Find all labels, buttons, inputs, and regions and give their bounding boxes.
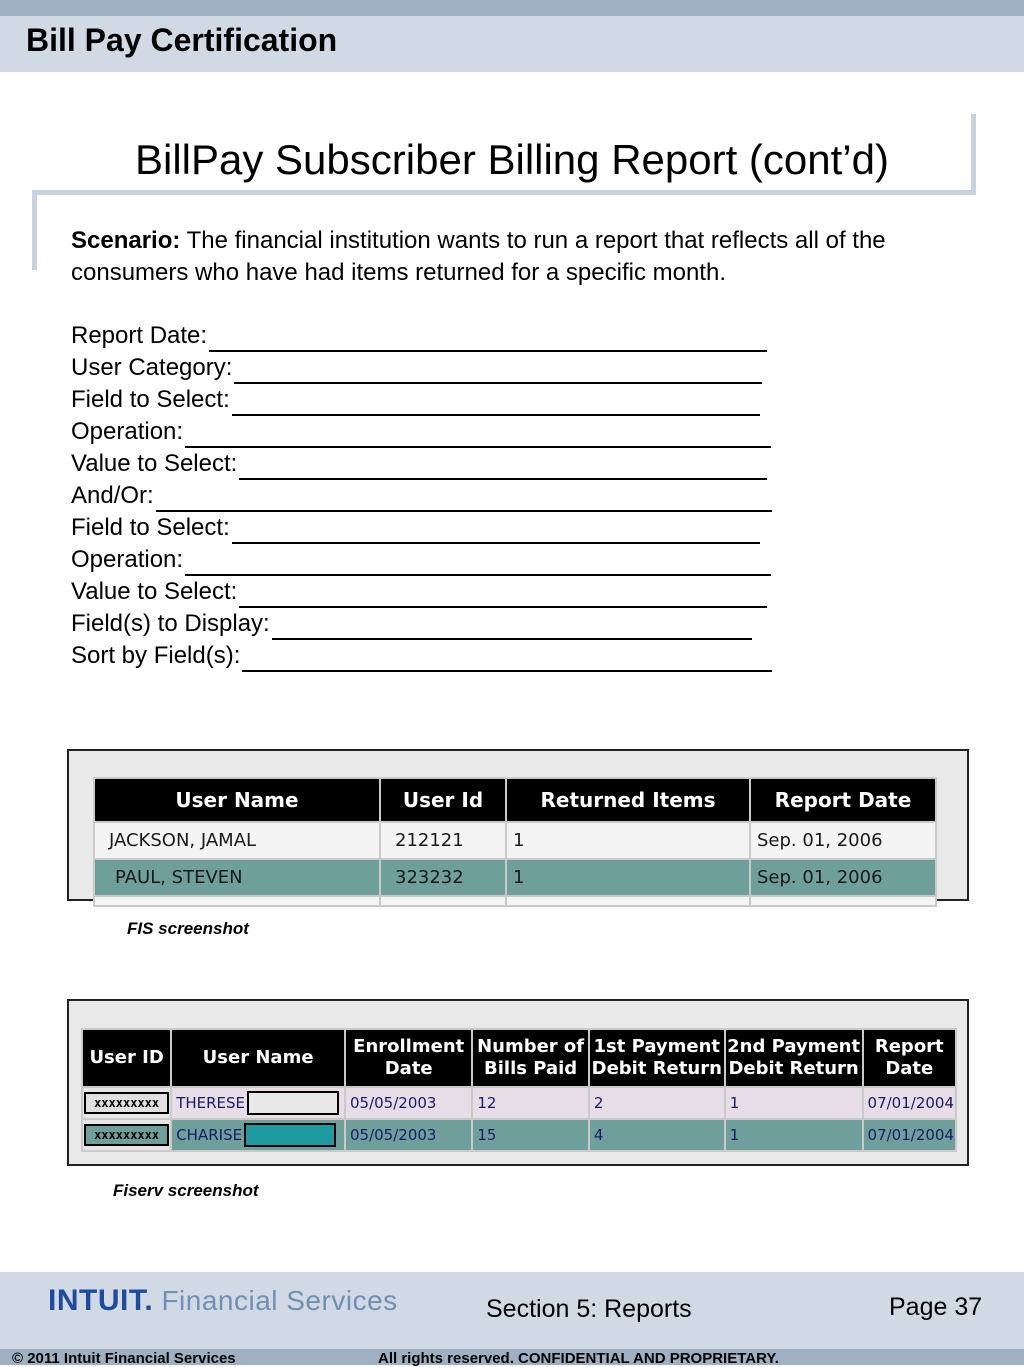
user-name-text: THERESE <box>176 1094 246 1112</box>
table-row <box>82 1119 956 1151</box>
user-id-cell: 212121 <box>380 822 506 859</box>
fiserv-screenshot <box>67 999 969 1166</box>
enrollment-date-cell: 05/05/2003 <box>345 1087 472 1119</box>
name-redaction-box <box>244 1123 336 1147</box>
user-name-cell <box>171 1087 345 1119</box>
bills-paid-cell: 15 <box>472 1119 588 1151</box>
blank-line <box>239 452 767 480</box>
form-label: Value to Select: <box>71 450 238 477</box>
report-date-cell: Sep. 01, 2006 <box>750 822 936 859</box>
user-id-cell <box>82 1119 171 1151</box>
returned-items-cell: 1 <box>506 859 750 896</box>
scenario-paragraph <box>71 225 931 289</box>
masked-user-id: xxxxxxxxx <box>84 1124 169 1146</box>
table-row <box>82 1087 956 1119</box>
table-row-partial <box>94 896 936 906</box>
first-debit-return-cell: 4 <box>589 1119 725 1151</box>
user-name-cell <box>171 1119 345 1151</box>
report-date-cell: Sep. 01, 2006 <box>750 859 936 896</box>
table-header-row <box>82 1029 956 1087</box>
blank-line <box>209 324 767 352</box>
blank-line <box>232 388 760 416</box>
report-form <box>71 320 772 672</box>
form-label: Value to Select: <box>71 578 238 605</box>
form-label: Field(s) to Display: <box>71 610 270 637</box>
copyright-text: © 2011 Intuit Financial Services <box>12 1350 236 1367</box>
column-header: Report Date <box>863 1029 956 1087</box>
header-title: Bill Pay Certification <box>26 22 338 58</box>
form-row <box>71 480 772 512</box>
returned-items-cell: 1 <box>506 822 750 859</box>
form-row <box>71 576 772 608</box>
intuit-logo <box>48 1284 398 1318</box>
fis-caption: FIS screenshot <box>127 919 249 938</box>
form-row <box>71 416 772 448</box>
rights-text: All rights reserved. CONFIDENTIAL AND PROPRIETARY. <box>378 1350 779 1367</box>
scenario-label: Scenario: <box>71 227 181 254</box>
logo-suffix: Financial Services <box>153 1285 398 1316</box>
first-debit-return-cell: 2 <box>589 1087 725 1119</box>
form-label: Sort by Field(s): <box>71 642 241 669</box>
table-row <box>94 859 936 896</box>
form-label: Field to Select: <box>71 386 230 413</box>
second-debit-return-cell: 1 <box>725 1087 863 1119</box>
column-header: User ID <box>82 1029 171 1087</box>
blank-line <box>232 516 760 544</box>
blank-line <box>185 548 771 576</box>
form-row <box>71 608 772 640</box>
column-header: 2nd Payment Debit Return <box>725 1029 863 1087</box>
form-label: Field to Select: <box>71 514 230 541</box>
name-redaction-box <box>247 1091 339 1115</box>
column-header: User Name <box>94 778 380 822</box>
slide-title: BillPay Subscriber Billing Report (cont’d) <box>135 136 889 183</box>
form-label: Operation: <box>71 418 184 445</box>
column-header: Returned Items <box>506 778 750 822</box>
blank-line <box>185 420 771 448</box>
form-row <box>71 320 772 352</box>
form-label: Operation: <box>71 546 184 573</box>
header-top-strip <box>0 0 1024 16</box>
fiserv-caption: Fiserv screenshot <box>113 1181 259 1200</box>
bills-paid-cell: 12 <box>472 1087 588 1119</box>
empty-cell <box>380 896 506 906</box>
empty-cell <box>506 896 750 906</box>
fiserv-report-table <box>81 1028 957 1152</box>
column-header: User Name <box>171 1029 345 1087</box>
column-header: User Id <box>380 778 506 822</box>
section-label: Section 5: Reports <box>486 1295 692 1323</box>
user-id-cell: 323232 <box>380 859 506 896</box>
blank-line <box>242 644 772 672</box>
title-frame-left <box>32 190 37 270</box>
logo-brand: INTUIT. <box>48 1284 154 1317</box>
form-row <box>71 640 772 672</box>
enrollment-date-cell: 05/05/2003 <box>345 1119 472 1151</box>
form-label: And/Or: <box>71 482 154 509</box>
table-header-row <box>94 778 936 822</box>
column-header: 1st Payment Debit Return <box>589 1029 725 1087</box>
form-row <box>71 384 772 416</box>
report-date-cell: 07/01/2004 <box>863 1087 956 1119</box>
column-header: Enrollment Date <box>345 1029 472 1087</box>
scenario-text: The financial institution wants to run a report that reflects all of the consumers who have had items returned for a specific month. <box>71 227 886 286</box>
fis-screenshot <box>67 749 969 901</box>
column-header: Number of Bills Paid <box>472 1029 588 1087</box>
form-label: User Category: <box>71 354 233 381</box>
table-row <box>94 822 936 859</box>
form-row <box>71 352 772 384</box>
blank-line <box>234 356 762 384</box>
title-frame-bottom <box>32 190 976 195</box>
form-row <box>71 512 772 544</box>
blank-line <box>156 484 772 512</box>
fis-report-table <box>93 777 937 907</box>
user-name-cell: PAUL, STEVEN <box>94 859 380 896</box>
blank-line <box>239 580 767 608</box>
form-row <box>71 544 772 576</box>
form-label: Report Date: <box>71 322 208 349</box>
user-name-cell: JACKSON, JAMAL <box>94 822 380 859</box>
form-row <box>71 448 772 480</box>
second-debit-return-cell: 1 <box>725 1119 863 1151</box>
masked-user-id: xxxxxxxxx <box>84 1092 169 1114</box>
user-name-text: CHARISE <box>176 1126 243 1144</box>
blank-line <box>272 612 752 640</box>
column-header: Report Date <box>750 778 936 822</box>
page-number: Page 37 <box>889 1293 983 1321</box>
user-id-cell <box>82 1087 171 1119</box>
report-date-cell: 07/01/2004 <box>863 1119 956 1151</box>
empty-cell <box>750 896 936 906</box>
empty-cell <box>94 896 380 906</box>
